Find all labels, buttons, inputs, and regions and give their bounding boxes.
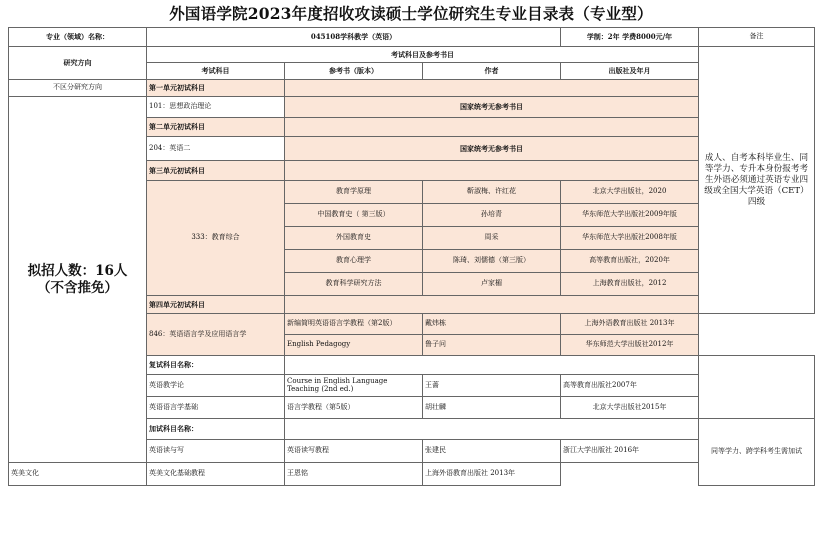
unit4-blank <box>285 296 699 314</box>
header-row-major <box>9 28 815 47</box>
unit1-row <box>9 97 815 118</box>
unit4-subject: 846：英语语言学及应用语言学 <box>147 314 285 356</box>
remarks-label: 备注 <box>699 28 815 47</box>
retest-subject: 英语教学论 <box>147 375 285 397</box>
unit3-subject: 333：教育综合 <box>147 181 285 296</box>
unit1-ref: 国家统考无参考书目 <box>285 97 699 118</box>
retest-book: 语言学教程（第5版） <box>285 397 423 419</box>
unit4-author: 戴炜栋 <box>423 314 561 335</box>
unit3-author: 陈琦、刘儒德（第三版） <box>423 250 561 273</box>
page-title: 外国语学院2023年度招收攻读硕士学位研究生专业目录表（专业型） <box>169 4 653 23</box>
unit3-book: 外国教育史 <box>285 227 423 250</box>
major-value: 045108学科教学（英语） <box>147 28 561 47</box>
unit3-author: 孙培青 <box>423 204 561 227</box>
unit1-subject: 101：思想政治理论 <box>147 97 285 118</box>
extra-author: 张建民 <box>423 440 561 463</box>
retest-remark-blank <box>699 356 815 419</box>
enrollment-cell <box>9 97 147 463</box>
retest-author: 胡壮麟 <box>423 397 561 419</box>
major-label: 专业（领域）名称： <box>9 28 147 47</box>
unit1-label-row <box>9 80 815 97</box>
unit3-author: 靳淑梅、许红花 <box>423 181 561 204</box>
extra-book: 英语读写教程 <box>285 440 423 463</box>
unit3-label: 第三单元初试科目 <box>147 161 285 181</box>
unit3-publisher: 北京大学出版社，2020 <box>561 181 699 204</box>
retest-blank <box>285 356 699 375</box>
retest-author: 王蔷 <box>423 375 561 397</box>
unit3-author: 卢家楣 <box>423 273 561 296</box>
extra-publisher: 浙江大学出版社 2016年 <box>561 440 699 463</box>
catalog-table <box>8 27 815 486</box>
unit1-blank <box>285 80 699 97</box>
col-publisher: 出版社及年月 <box>561 63 699 80</box>
unit3-publisher: 高等教育出版社，2020年 <box>561 250 699 273</box>
extra-subject: 英美文化 <box>9 463 147 486</box>
extra-row <box>9 463 815 486</box>
unit4-book: English Pedagogy <box>285 335 423 356</box>
unit3-publisher: 上海教育出版社，2012 <box>561 273 699 296</box>
unit2-ref: 国家统考无参考书目 <box>285 137 699 161</box>
unit3-author: 周采 <box>423 227 561 250</box>
extra-subject: 英语读与写 <box>147 440 285 463</box>
unit1-label: 第一单元初试科目 <box>147 80 285 97</box>
extra-publisher: 上海外语教育出版社 2013年 <box>423 463 561 486</box>
research-direction-label: 研究方向 <box>9 47 147 80</box>
retest-publisher: 高等教育出版社2007年 <box>561 375 699 397</box>
unit2-blank <box>285 118 699 137</box>
extra-author: 王恩铭 <box>285 463 423 486</box>
enrollment-count: 拟招人数：16人 <box>27 262 128 279</box>
duration-fee: 学制：2年 学费8000元/年 <box>561 28 699 47</box>
col-subject: 考试科目 <box>147 63 285 80</box>
extra-book: 英美文化基础教程 <box>147 463 285 486</box>
unit4-label: 第四单元初试科目 <box>147 296 285 314</box>
unit3-publisher: 华东师范大学出版社2008年版 <box>561 227 699 250</box>
unit3-publisher: 华东师范大学出版社2009年版 <box>561 204 699 227</box>
retest-subject: 英语语言学基础 <box>147 397 285 419</box>
extra-blank <box>285 419 699 440</box>
unit2-label: 第二单元初试科目 <box>147 118 285 137</box>
unit3-blank <box>285 161 699 181</box>
col-author: 作者 <box>423 63 561 80</box>
remark-extra-exam: 同等学力、跨学科考生需加试 <box>699 419 815 486</box>
subjects-refs-label: 考试科目及参考书目 <box>147 47 699 63</box>
unit3-book: 教育心理学 <box>285 250 423 273</box>
unit3-book: 教育科学研究方法 <box>285 273 423 296</box>
unit3-book: 教育学原理 <box>285 181 423 204</box>
unit4-author: 鲁子问 <box>423 335 561 356</box>
unit4-publisher: 华东师范大学出版社2012年 <box>561 335 699 356</box>
header-row-subjects <box>9 47 815 63</box>
retest-book: Course in English Language Teaching (2nd ed.) <box>285 375 423 397</box>
unit3-book: 中国教育史（ 第三版） <box>285 204 423 227</box>
retest-publisher: 北京大学出版社2015年 <box>561 397 699 419</box>
unit4-book: 新编简明英语语言学教程（第2版） <box>285 314 423 335</box>
extra-label: 加试科目名称： <box>147 419 285 440</box>
research-direction: 不区分研究方向 <box>9 80 147 97</box>
unit4-publisher: 上海外语教育出版社 2013年 <box>561 314 699 335</box>
retest-label: 复试科目名称： <box>147 356 285 375</box>
enrollment-note: （不含推免） <box>37 279 118 296</box>
unit2-subject: 204：英语二 <box>147 137 285 161</box>
col-book: 参考书（版本） <box>285 63 423 80</box>
remark-exam-requirement: 成人、自考本科毕业生、同等学力、专升本身份报考考生外语必须通过英语专业四级或全国大学英语（CET）四级 <box>699 47 815 314</box>
